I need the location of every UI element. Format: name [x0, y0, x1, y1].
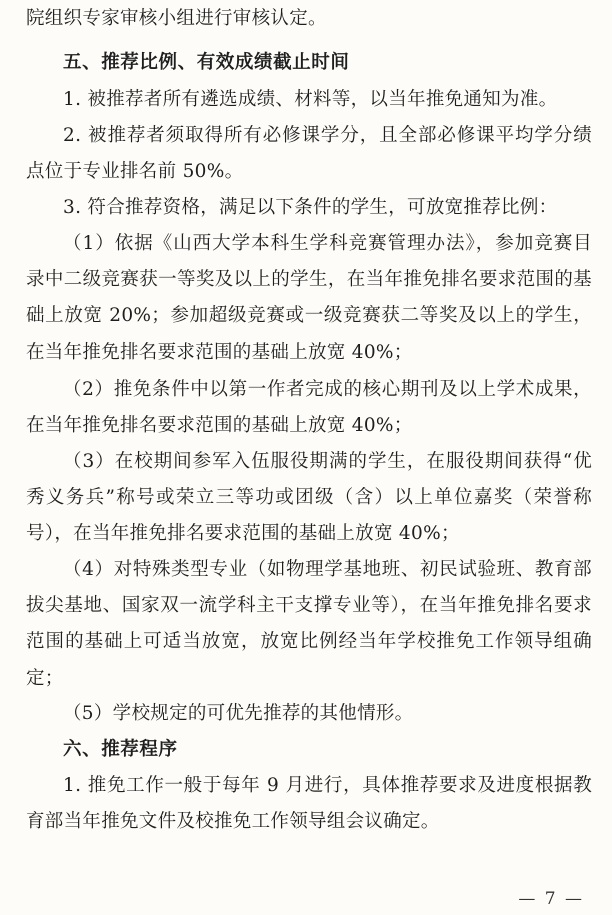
paragraph-subitem-5: （5）学校规定的可优先推荐的其他情形。: [63, 703, 414, 724]
paragraph-continuation: 院组织专家审核小组进行审核认定。: [26, 8, 327, 29]
section-heading-six: 六、推荐程序: [63, 739, 178, 760]
paragraph-item-2: 2. 被推荐者须取得所有必修课学分，且全部必修课平均学分绩点位于专业排名前 50%。: [26, 125, 592, 183]
section-heading-five: 五、推荐比例、有效成绩截止时间: [63, 52, 350, 73]
paragraph-procedure-1: 1. 推免工作一般于每年 9 月进行，具体推荐要求及进度根据教育部当年推免文件及校推免工作领导组会议确定。: [26, 775, 592, 833]
paragraph-subitem-2: （2）推免条件中以第一作者完成的核心期刊及以上学术成果，在当年推免排名要求范围的基础上放宽 40%；: [26, 379, 592, 437]
paragraph-subitem-1: （1）依据《山西大学本科生学科竞赛管理办法》，参加竞赛目录中二级竞赛获一等奖及以上的学生，在当年推免排名要求范围的基础上放宽 20%；参加超级竞赛或一级竞赛获二等奖及以上的学生，在当年推免排名要求范围的基础上放宽 40%；: [26, 233, 592, 363]
paragraph-subitem-3: （3）在校期间参军入伍服役期满的学生，在服役期间获得“优秀义务兵”称号或荣立三等功或团级（含）以上单位嘉奖（荣誉称号），在当年推免排名要求范围的基础上放宽 40%；: [26, 451, 592, 545]
page-number: — 7 —: [518, 889, 584, 909]
paragraph-item-3: 3. 符合推荐资格，满足以下条件的学生，可放宽推荐比例：: [63, 197, 558, 218]
paragraph-item-1: 1. 被推荐者所有遴选成绩、材料等，以当年推免通知为准。: [63, 89, 558, 110]
paragraph-subitem-4: （4）对特殊类型专业（如物理学基地班、初民试验班、教育部拔尖基地、国家双一流学科主干支撑专业等），在当年推免排名要求范围的基础上可适当放宽，放宽比例经当年学校推免工作领导组确定；: [26, 559, 592, 689]
